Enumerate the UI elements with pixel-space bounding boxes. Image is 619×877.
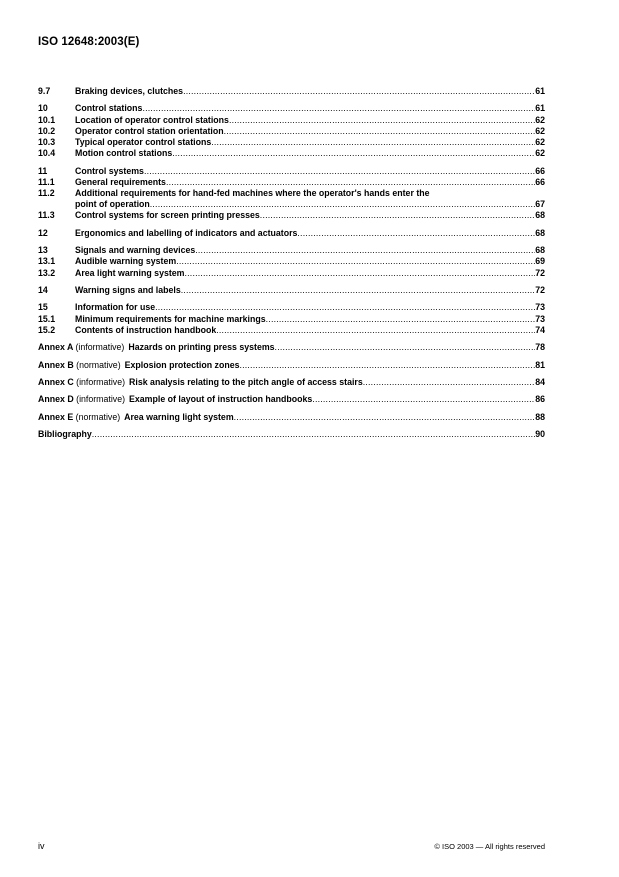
- dot-leader: [363, 377, 535, 388]
- toc-entry[interactable]: [38, 103, 545, 114]
- dot-leader: [297, 228, 535, 239]
- toc-entry[interactable]: [38, 325, 545, 336]
- toc-entry[interactable]: [38, 302, 545, 313]
- toc-entry-page: 61: [535, 103, 545, 114]
- dot-leader: [266, 314, 536, 325]
- toc-entry-title: Control systems for screen printing presses: [75, 210, 260, 221]
- toc-entry-title-continued: point of operation: [75, 199, 150, 210]
- table-of-contents: [38, 86, 545, 447]
- toc-group: [38, 166, 545, 222]
- toc-entry-title: Minimum requirements for machine markings: [75, 313, 266, 324]
- toc-entry-title: Risk analysis relating to the pitch angle of access stairs: [129, 376, 363, 387]
- toc-annex-entry[interactable]: [38, 377, 545, 388]
- toc-entry[interactable]: [38, 210, 545, 221]
- dot-leader: [166, 177, 535, 188]
- dot-leader: [185, 268, 536, 279]
- toc-group: [38, 429, 545, 440]
- annex-kind: (informative): [75, 342, 125, 353]
- toc-group: [38, 245, 545, 279]
- toc-entry-page: 66: [535, 176, 545, 187]
- toc-entry[interactable]: [38, 314, 545, 325]
- toc-entry-page: 62: [535, 125, 545, 136]
- toc-entry-number: 10.3: [38, 137, 56, 147]
- toc-entry-number: 11.3: [38, 210, 55, 221]
- dot-leader: [150, 199, 535, 210]
- toc-entry-number: 15.2: [38, 324, 56, 335]
- document-id-header: ISO 12648:2003(E): [38, 36, 140, 48]
- dot-leader: [144, 166, 535, 177]
- toc-entry-page: 90: [535, 429, 545, 440]
- toc-entry-title: Control stations: [75, 103, 143, 114]
- toc-entry-page: 62: [535, 114, 545, 125]
- toc-entry-title: Location of operator control stations: [75, 114, 229, 125]
- toc-group: [38, 394, 545, 405]
- toc-entry-page: 86: [535, 394, 545, 405]
- toc-entry-multiline[interactable]: [38, 188, 545, 210]
- toc-entry-title: Typical operator control stations: [75, 137, 212, 147]
- toc-entry-title: Signals and warning devices: [75, 245, 196, 256]
- toc-entry-number: 11.1: [38, 176, 55, 187]
- toc-entry-number: 10.2: [38, 125, 56, 136]
- toc-entry-number: 12: [38, 227, 48, 238]
- toc-entry[interactable]: [38, 245, 545, 256]
- toc-entry-number: 13.1: [38, 256, 56, 267]
- toc-entry-page: 68: [535, 227, 545, 238]
- toc-entry-number: 10.4: [38, 148, 56, 159]
- toc-entry-title: Area warning light system: [124, 411, 234, 422]
- toc-entry-number: 15: [38, 302, 48, 313]
- toc-entry-number: 11.2: [38, 188, 55, 198]
- toc-entry-page: 68: [535, 245, 545, 256]
- annex-label: Annex D: [38, 394, 74, 405]
- toc-entry[interactable]: [38, 137, 545, 148]
- toc-entry[interactable]: [38, 148, 545, 159]
- toc-entry[interactable]: [38, 228, 545, 239]
- toc-group: [38, 302, 545, 336]
- dot-leader: [211, 137, 535, 148]
- toc-group: [38, 86, 545, 97]
- toc-entry-title: Control systems: [75, 165, 144, 176]
- toc-entry-page: 84: [535, 376, 545, 387]
- toc-entry-page: 73: [535, 302, 545, 313]
- toc-entry-page: 62: [535, 148, 545, 159]
- toc-entry-title: Audible warning system: [75, 256, 177, 267]
- toc-entry-number: 9.7: [38, 86, 51, 96]
- toc-entry-title: General requirements: [75, 176, 166, 187]
- copyright-notice: © ISO 2003 — All rights reserved: [434, 842, 545, 851]
- dot-leader: [195, 245, 535, 256]
- toc-entry-page: 72: [535, 267, 545, 278]
- toc-group: [38, 377, 545, 388]
- annex-label: Annex C: [38, 376, 74, 387]
- toc-entry-title: Explosion protection zones: [124, 359, 240, 370]
- toc-group: [38, 103, 545, 159]
- annex-kind: (normative): [76, 359, 121, 370]
- dot-leader: [224, 126, 536, 137]
- toc-entry-page: 81: [535, 359, 545, 370]
- toc-annex-entry[interactable]: [38, 360, 545, 371]
- toc-group: [38, 285, 545, 296]
- toc-entry-number: 15.1: [38, 313, 56, 324]
- toc-entry-page: 62: [535, 137, 545, 147]
- dot-leader: [312, 394, 535, 405]
- toc-entry[interactable]: [38, 285, 545, 296]
- dot-leader: [234, 412, 536, 423]
- toc-entry-page: 68: [535, 210, 545, 221]
- annex-label: Annex B: [38, 359, 74, 370]
- toc-entry-page: 66: [535, 165, 545, 176]
- toc-annex-entry[interactable]: [38, 412, 545, 423]
- toc-entry-title: Hazards on printing press systems: [128, 342, 275, 353]
- toc-entry[interactable]: [38, 126, 545, 137]
- toc-group: [38, 360, 545, 371]
- page-number: iv: [38, 841, 45, 851]
- toc-entry-title: Braking devices, clutches: [75, 86, 184, 96]
- dot-leader: [142, 103, 535, 114]
- toc-entry-title: Information for use: [75, 302, 156, 313]
- dot-leader: [260, 210, 535, 221]
- toc-entry-title: Contents of instruction handbook: [75, 324, 217, 335]
- annex-kind: (informative): [76, 394, 126, 405]
- dot-leader: [216, 325, 535, 336]
- dot-leader: [172, 148, 535, 159]
- toc-entry-page: 88: [535, 411, 545, 422]
- toc-entry-number: 14: [38, 284, 48, 295]
- toc-group: [38, 342, 545, 353]
- dot-leader: [155, 302, 535, 313]
- toc-entry-page: 69: [535, 256, 545, 267]
- toc-entry-title: Bibliography: [38, 429, 92, 440]
- toc-group: [38, 412, 545, 423]
- toc-entry-page: 61: [535, 86, 545, 96]
- toc-group: [38, 228, 545, 239]
- annex-kind: (normative): [75, 411, 121, 422]
- toc-entry-page: 67: [535, 199, 545, 210]
- toc-entry-title: Example of layout of instruction handbooks: [129, 394, 313, 405]
- toc-entry-page: 78: [535, 342, 545, 353]
- toc-entry-number: 13: [38, 245, 48, 256]
- toc-entry[interactable]: [38, 86, 545, 97]
- toc-annex-entry[interactable]: [38, 342, 545, 353]
- dot-leader: [176, 256, 535, 267]
- toc-entry[interactable]: [38, 268, 545, 279]
- toc-entry[interactable]: [38, 166, 545, 177]
- toc-entry-page: 74: [535, 324, 545, 335]
- toc-entry[interactable]: [38, 177, 545, 188]
- toc-entry-title: Additional requirements for hand-fed machines where the operator's hands enter the: [75, 188, 430, 198]
- toc-entry-page: 72: [535, 284, 545, 295]
- toc-entry-title: Ergonomics and labelling of indicators and actuators: [75, 227, 298, 238]
- annex-kind: (informative): [76, 376, 126, 387]
- toc-entry-title: Operator control station orientation: [75, 125, 224, 136]
- dot-leader: [275, 342, 536, 353]
- toc-entry-title: Motion control stations: [75, 148, 173, 159]
- toc-bibliography-entry[interactable]: [38, 429, 545, 440]
- toc-entry-number: 10: [38, 103, 48, 114]
- toc-entry[interactable]: [38, 256, 545, 267]
- toc-entry-title: Warning signs and labels: [75, 284, 181, 295]
- dot-leader: [181, 285, 535, 296]
- toc-entry-number: 13.2: [38, 267, 56, 278]
- toc-entry-page: 73: [535, 313, 545, 324]
- dot-leader: [183, 86, 535, 97]
- toc-entry-title: Area light warning system: [75, 267, 185, 278]
- dot-leader: [229, 115, 535, 126]
- annex-label: Annex E: [38, 411, 74, 422]
- toc-entry-number: 11: [38, 165, 48, 176]
- toc-entry[interactable]: [38, 115, 545, 126]
- dot-leader: [92, 429, 535, 440]
- toc-entry-number: 10.1: [38, 114, 56, 125]
- toc-annex-entry[interactable]: [38, 394, 545, 405]
- annex-label: Annex A: [38, 342, 74, 353]
- dot-leader: [239, 360, 535, 371]
